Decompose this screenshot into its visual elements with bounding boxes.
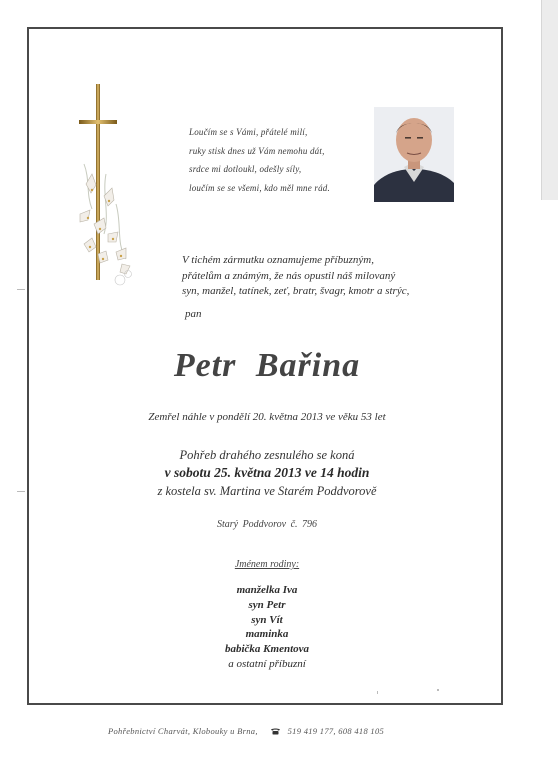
announcement-line: přátelům a známým, že nás opustil náš milovaný: [182, 269, 396, 282]
page-edge-strip: [541, 0, 558, 200]
poem-line: ruky stisk dnes už Vám nemohu dát,: [189, 145, 325, 156]
death-notice: Zemřel náhle v pondělí 20. května 2013 ve věku 53 let: [148, 411, 386, 423]
funeral-line: Pohřeb drahého zesnulého se koná: [179, 448, 355, 462]
family-list: [29, 583, 505, 672]
announcement-line: syn, manžel, tatínek, zeť, bratr, švagr, kmotr a strýc,: [182, 285, 410, 297]
portrait-photo: [374, 107, 454, 202]
speck: [437, 689, 439, 691]
poem-line: loučím se se všemi, kdo měl mne rád.: [189, 182, 330, 193]
poem-line: srdce mi dotloukl, odešly síly,: [189, 164, 302, 174]
family-heading: [29, 559, 505, 570]
funeral-phones: 519 419 177, 608 418 105: [287, 726, 385, 736]
funeral-service-footer: [108, 726, 428, 736]
cross-with-lilies-image: [76, 84, 136, 309]
title-pan: pan: [185, 308, 202, 320]
family-member: manželka Iva: [236, 584, 298, 596]
funeral-company: Pohřebnictví Charvát, Klobouky u Brna,: [108, 726, 258, 736]
telephone-icon: [270, 727, 281, 735]
obituary-card: [27, 27, 503, 705]
poem-line: Loučím se s Vámi, přátelé milí,: [189, 127, 308, 137]
family-member: syn Petr: [248, 598, 286, 611]
family-member: maminka: [245, 628, 289, 641]
deceased-name: Petr Bařina: [173, 347, 361, 384]
funeral-info: [29, 446, 505, 500]
family-heading-text: Jménem rodiny:: [234, 559, 300, 570]
margin-mark: [17, 289, 25, 290]
family-member: babička Kmentova: [224, 643, 310, 656]
margin-mark: [17, 491, 25, 492]
announcement-line: V tichém zármutku oznamujeme příbuzným,: [182, 254, 374, 266]
speck: [377, 691, 378, 694]
family-member: syn Vít: [251, 613, 283, 626]
funeral-date: v sobotu 25. května 2013 ve 14 hodin: [164, 465, 370, 480]
cross-icon: [76, 84, 136, 309]
farewell-poem: [189, 123, 379, 197]
family-others: a ostatní příbuzní: [228, 657, 306, 670]
announcement-text: [182, 253, 482, 300]
funeral-place: z kostela sv. Martina ve Starém Poddvorově: [157, 484, 377, 498]
home-address: Starý Poddvorov č. 796: [216, 519, 318, 530]
